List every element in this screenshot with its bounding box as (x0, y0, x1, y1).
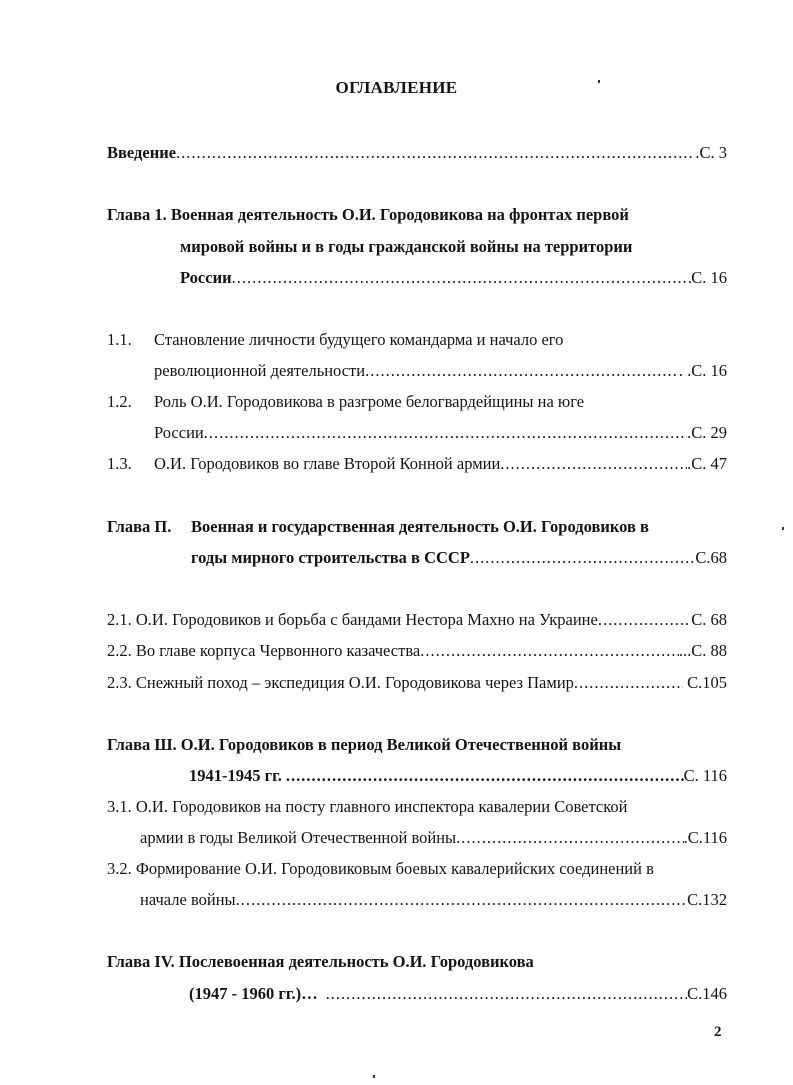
toc-entry-page: ...С. 88 (678, 641, 727, 660)
scan-speck (782, 527, 784, 530)
leader-dots (574, 672, 683, 694)
section-3-1-line-2: армии в годы Великой Отечественной войны (140, 828, 457, 847)
toc-entry-section-1-2 (154, 422, 727, 444)
toc-entry-section-3-2 (140, 889, 727, 911)
leader-dots (470, 547, 695, 569)
section-1-2-line-1: Роль О.И. Городовикова в разгроме белогвардейщины на юге (154, 392, 585, 411)
toc-entry-section-1-3 (154, 453, 727, 475)
section-2-3-text: 2.3. Снежный поход – экспедиция О.И. Городовикова через Памир (107, 673, 574, 692)
leader-dots (598, 609, 691, 631)
leader-dots (326, 983, 688, 1005)
chapter-4-heading-line-1: Глава IV. Послевоенная деятельность О.И. Городовикова (107, 952, 534, 971)
toc-entry-page: . .С. 16 (678, 361, 727, 380)
toc-entry-page: С. 16 (691, 268, 727, 287)
toc-entry-page: .С. 29 (687, 423, 727, 442)
section-3-2-line-1: 3.2. Формирование О.И. Городовиковым боевых кавалерийских соединений в (107, 859, 654, 878)
page-number: 2 (714, 1024, 722, 1040)
leader-dots (365, 360, 679, 382)
scan-speck (373, 1075, 375, 1078)
toc-entry-label: Введение (107, 143, 177, 162)
section-number: 1.1. (107, 330, 132, 349)
leader-dots (236, 889, 687, 911)
toc-entry-section-2-2 (107, 640, 727, 662)
leader-dots (176, 142, 695, 164)
toc-entry-page: С. 116 (683, 766, 727, 785)
toc-entry-chapter-4 (189, 983, 727, 1005)
leader-dots (420, 640, 679, 662)
section-2-1-text: 2.1. О.И. Городовиков и борьба с бандами Нестора Махно на Украине (107, 610, 598, 629)
section-1-3-text: О.И. Городовиков во главе Второй Конной армии (154, 454, 501, 473)
scan-speck (598, 80, 600, 83)
section-1-2-line-2: России (154, 423, 204, 442)
leader-dots (500, 453, 687, 475)
toc-entry-page: С.146 (687, 984, 727, 1003)
section-2-2-text: 2.2. Во главе корпуса Червонного казачества (107, 641, 421, 660)
leader-dots (204, 422, 687, 444)
leader-dots (232, 267, 692, 289)
chapter-3-heading-line-1: Глава Ш. О.И. Городовиков в период Великой Отечественной войны (107, 735, 622, 754)
toc-entry-page: С.105 (687, 673, 727, 692)
toc-entry-page: .С. 3 (695, 143, 727, 162)
toc-entry-chapter-2 (191, 547, 727, 569)
toc-entry-section-3-1 (140, 827, 727, 849)
section-1-1-line-1: Становление личности будущего командарма и начало его (154, 330, 564, 349)
section-number: 1.3. (107, 454, 132, 473)
toc-entry-introduction (107, 142, 727, 164)
toc-title: ОГЛАВЛЕНИЕ (335, 78, 458, 97)
toc-entry-page: .С. 47 (687, 454, 727, 473)
section-3-1-line-1: 3.1. О.И. Городовиков на посту главного инспектора кавалерии Советской (107, 797, 628, 816)
toc-entry-page: С. 68 (691, 610, 727, 629)
toc-entry-page: С.68 (695, 548, 727, 567)
chapter-2-heading-line-2: годы мирного строительства в СССР (191, 548, 470, 567)
chapter-2-label: Глава П. (107, 517, 172, 536)
chapter-3-heading-line-2: 1941-1945 гг. (189, 766, 282, 785)
toc-entry-page: .С.116 (683, 828, 727, 847)
toc-entry-page: С.132 (687, 890, 727, 909)
section-number: 1.2. (107, 392, 132, 411)
leader-dots (282, 765, 684, 787)
section-1-1-line-2: революционной деятельности (154, 361, 366, 380)
toc-entry-section-2-1 (107, 609, 727, 631)
toc-entry-section-2-3 (107, 672, 727, 694)
chapter-1-heading-line-2: мировой войны и в годы гражданской войны на территории (180, 237, 633, 256)
chapter-4-heading-line-2: (1947 - 1960 гг.)… (189, 984, 318, 1003)
leader-dots (456, 827, 683, 849)
toc-entry-chapter-3 (189, 765, 727, 787)
toc-entry-section-1-1 (154, 360, 727, 382)
chapter-1-heading-line-1: Глава 1. Военная деятельность О.И. Городовикова на фронтах первой (107, 205, 629, 224)
chapter-1-heading-line-3: России (180, 268, 232, 287)
toc-entry-chapter-1 (180, 267, 727, 289)
chapter-2-heading-line-1: Военная и государственная деятельность О.И. Городовиков в (191, 517, 649, 536)
section-3-2-line-2: начале войны (140, 890, 236, 909)
